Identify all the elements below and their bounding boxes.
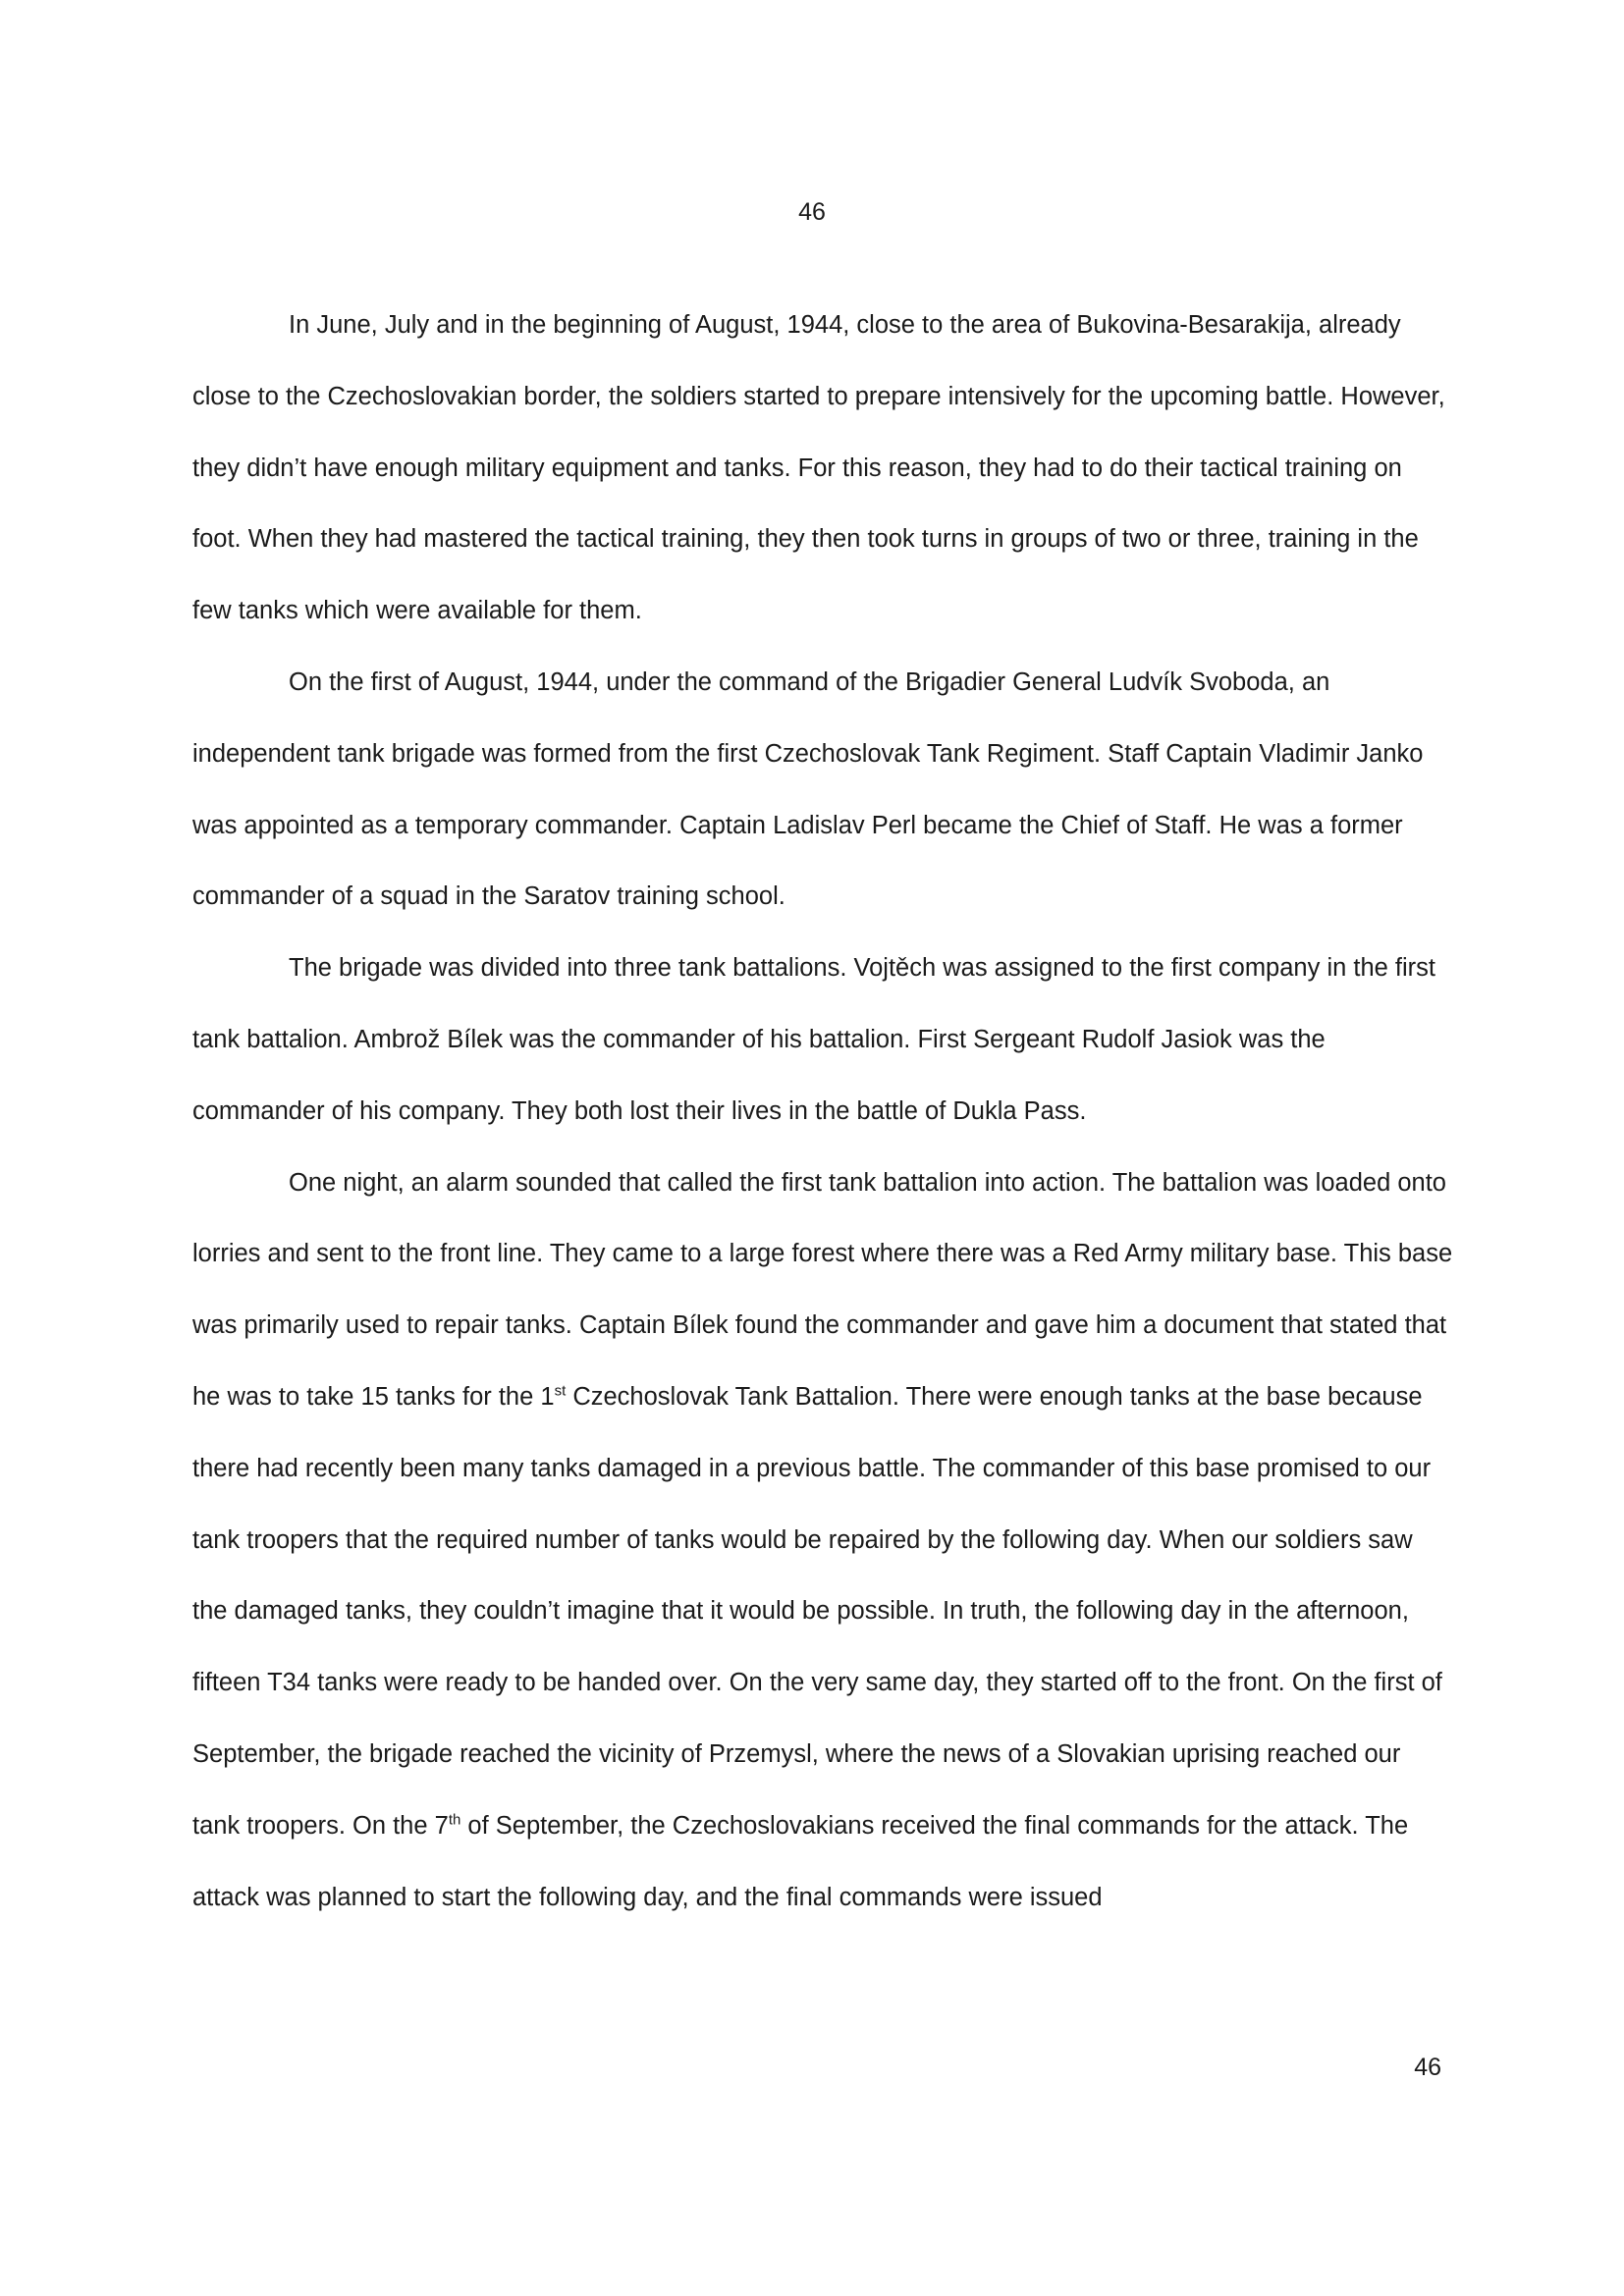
page-number-bottom: 46 xyxy=(1414,2054,1441,2081)
paragraph-4-part-1: One night, an alarm sounded that called the first tank battalion into action. The battalion was loaded onto lorries and sent to the front line. They came to a large forest where there was a Red Army military base. This base was primarily used to repair tanks. Captain Bílek found the commander and gave him a document that stated that he was to take 15 tanks for the 1 xyxy=(192,1168,1453,1411)
paragraph-4-part-2: Czechoslovak Tank Battalion. There were enough tanks at the base because there had recently been many tanks damaged in a previous battle. The commander of this base promised to our tank troopers that the required number of tanks would be repaired by the following day. When our soldiers saw the damaged tanks, they couldn’t imagine that it would be possible. In truth, the following day in the afternoon, fifteen T34 tanks were ready to be handed over. On the very same day, they started off to the front. On the first of September, the brigade reached the vicinity of Przemysl, where the news of a Slovakian uprising reached our tank troopers. On the 7 xyxy=(192,1382,1442,1840)
ordinal-suffix-th: th xyxy=(448,1811,461,1829)
body-text xyxy=(192,290,1453,1933)
paragraph-1: In June, July and in the beginning of August, 1944, close to the area of Bukovina-Besarakija, already close to the Czechoslovakian border, the soldiers started to prepare intensively for the upcoming battle. However, they didn’t have enough military equipment and tanks. For this reason, they had to do their tactical training on foot. When they had mastered the tactical training, they then took turns in groups of two or three, training in the few tanks which were available for them. xyxy=(192,311,1445,625)
paragraph-2: On the first of August, 1944, under the command of the Brigadier General Ludvík Svoboda, an independent tank brigade was formed from the first Czechoslovak Tank Regiment. Staff Captain Vladimir Janko was appointed as a temporary commander. Captain Ladislav Perl became the Chief of Staff. He was a former commander of a squad in the Saratov training school. xyxy=(192,667,1424,911)
paragraph-3: The brigade was divided into three tank battalions. Vojtěch was assigned to the first company in the first tank battalion. Ambrož Bílek was the commander of his battalion. First Sergeant Rudolf Jasiok was the commander of his company. They both lost their lives in the battle of Dukla Pass. xyxy=(192,954,1435,1125)
paragraph-4-part-3: of September, the Czechoslovakians received the final commands for the attack. The attack was planned to start the following day, and the final commands were issued xyxy=(192,1811,1409,1911)
page-number-top: 46 xyxy=(798,198,826,226)
paragraph-4 xyxy=(192,1148,1453,1934)
ordinal-suffix-st: st xyxy=(554,1382,567,1400)
